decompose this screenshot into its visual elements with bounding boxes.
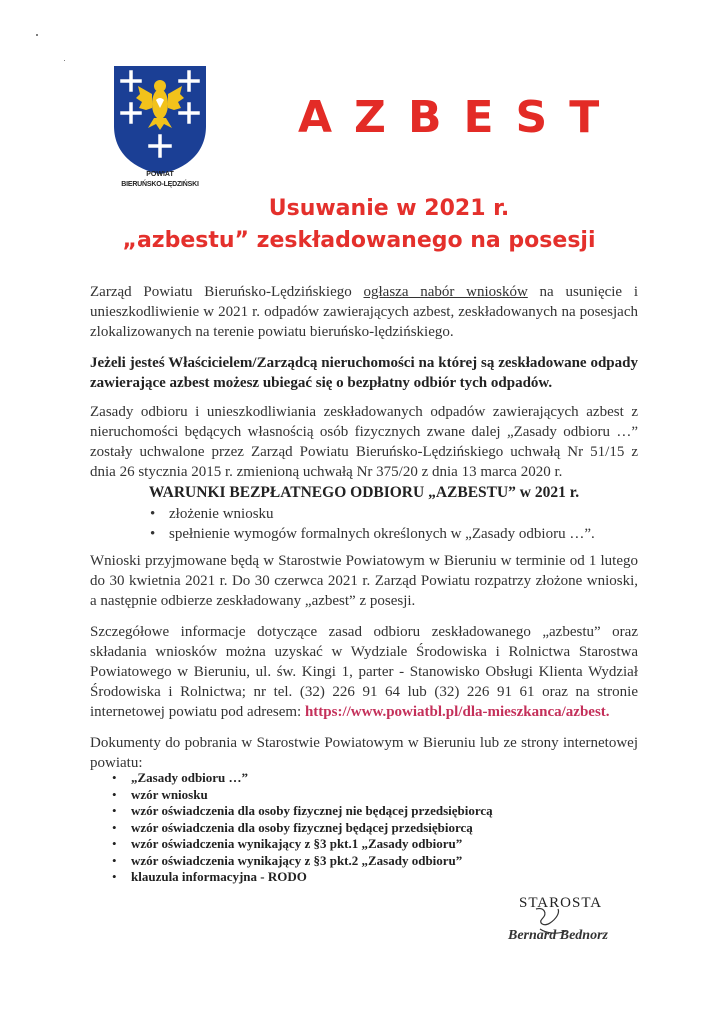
- list-item: • złożenie wniosku: [150, 504, 595, 524]
- title-line-2: „azbestu” zeskładowanego na posesji: [122, 228, 596, 253]
- deadline-paragraph: Wnioski przyjmowane będą w Starostwie Powiatowym w Bieruniu w terminie od 1 lutego do 30 kwietnia 2021 r. Do 30 czerwca 2021 r. Zarząd Powiatu rozpatrzy złożone wnioski, a następnie odbierze zeskładowany „azbest” z posesji.: [90, 553, 638, 609]
- intro-paragraph: [90, 282, 638, 342]
- crest-caption-line1: POWIAT: [146, 171, 174, 178]
- list-item: • wzór oświadczenia dla osoby fizycznej nie będącej przedsiębiorcą: [112, 803, 493, 820]
- scan-speck: [36, 34, 38, 36]
- owner-notice: Jeżeli jesteś Właścicielem/Zarządcą nieruchomości na której są zeskładowane odpady zawierające azbest możesz ubiegać się o bezpłatny odbiór tych odpadów.: [90, 355, 638, 391]
- powiat-crest-logo: [112, 64, 208, 176]
- intro-text-2: na usunięcie i unieszkodliwienie w 2021 r. odpadów zawierających azbest, zeskładowanych na posesjach zlokalizowanych na terenie powiatu bieruńsko-lędzińskiego.: [90, 284, 638, 340]
- list-item: • wzór oświadczenia wynikający z §3 pkt.1 „Zasady odbioru”: [112, 836, 493, 853]
- list-item: • spełnienie wymogów formalnych określonych w „Zasady odbioru …”.: [150, 524, 595, 544]
- conditions-heading: WARUNKI BEZPŁATNEGO ODBIORU „AZBESTU” w 2021 r.: [148, 484, 580, 501]
- list-item: • „Zasady odbioru …”: [112, 770, 493, 787]
- website-link[interactable]: https://www.powiatbl.pl/dla-mieszkanca/azbest.: [304, 704, 610, 720]
- title-line-1: Usuwanie w 2021 r.: [268, 196, 510, 221]
- info-paragraph: [90, 622, 638, 722]
- info-text: Szczegółowe informacje dotyczące zasad odbioru zeskładowanego „azbestu” oraz składania wniosków można uzyskać w Wydziale Środowiska i Rolnictwa Starostwa Powiatowego w Bieruniu, ul. św. Kingi 1, parter - Stanowisko Obsługi Klienta Wydział Środowiska i Rolnictwa; nr tel. (32) 226 91 64 lub (32) 226 91 61 oraz na stronie internetowej powiatu pod adresem:: [90, 624, 638, 720]
- intro-text-1: Zarząd Powiatu Bieruńsko-Lędzińskiego: [90, 284, 364, 300]
- crest-caption: [96, 170, 224, 190]
- rules-paragraph: Zasady odbioru i unieszkodliwiania zeskładowanych odpadów zawierających azbest z nieruchomości będących własnością osób fizycznych zwane dalej „Zasady odbioru …” zostały uchwalone przez Zarząd Powiatu Bieruńsko-Lędzińskiego uchwałą Nr 51/15 z dnia 26 stycznia 2015 r. zmienioną uchwałą Nr 375/20 z dnia 13 marca 2020 r.: [90, 404, 638, 480]
- list-item: • wzór wniosku: [112, 787, 493, 804]
- scan-speck: [64, 60, 65, 61]
- list-item: • klauzula informacyjna - RODO: [112, 869, 493, 886]
- signature-title: STAROSTA: [519, 895, 603, 911]
- list-item: • wzór oświadczenia dla osoby fizycznej będącej przedsiębiorcą: [112, 820, 493, 837]
- announcement-underlined-text: ogłasza nabór wniosków: [363, 284, 528, 300]
- documents-list: [112, 770, 493, 886]
- signature-name: Bernard Bednorz: [508, 928, 608, 943]
- conditions-list: [150, 504, 595, 544]
- azbest-logo-word: AZBEST: [298, 92, 622, 143]
- crest-caption-line2: BIERUŃSKO-LĘDZIŃSKI: [121, 181, 199, 188]
- list-item: • wzór oświadczenia wynikający z §3 pkt.2 „Zasady odbioru”: [112, 853, 493, 870]
- documents-intro: Dokumenty do pobrania w Starostwie Powiatowym w Bieruniu lub ze strony internetowej powiatu:: [90, 735, 638, 771]
